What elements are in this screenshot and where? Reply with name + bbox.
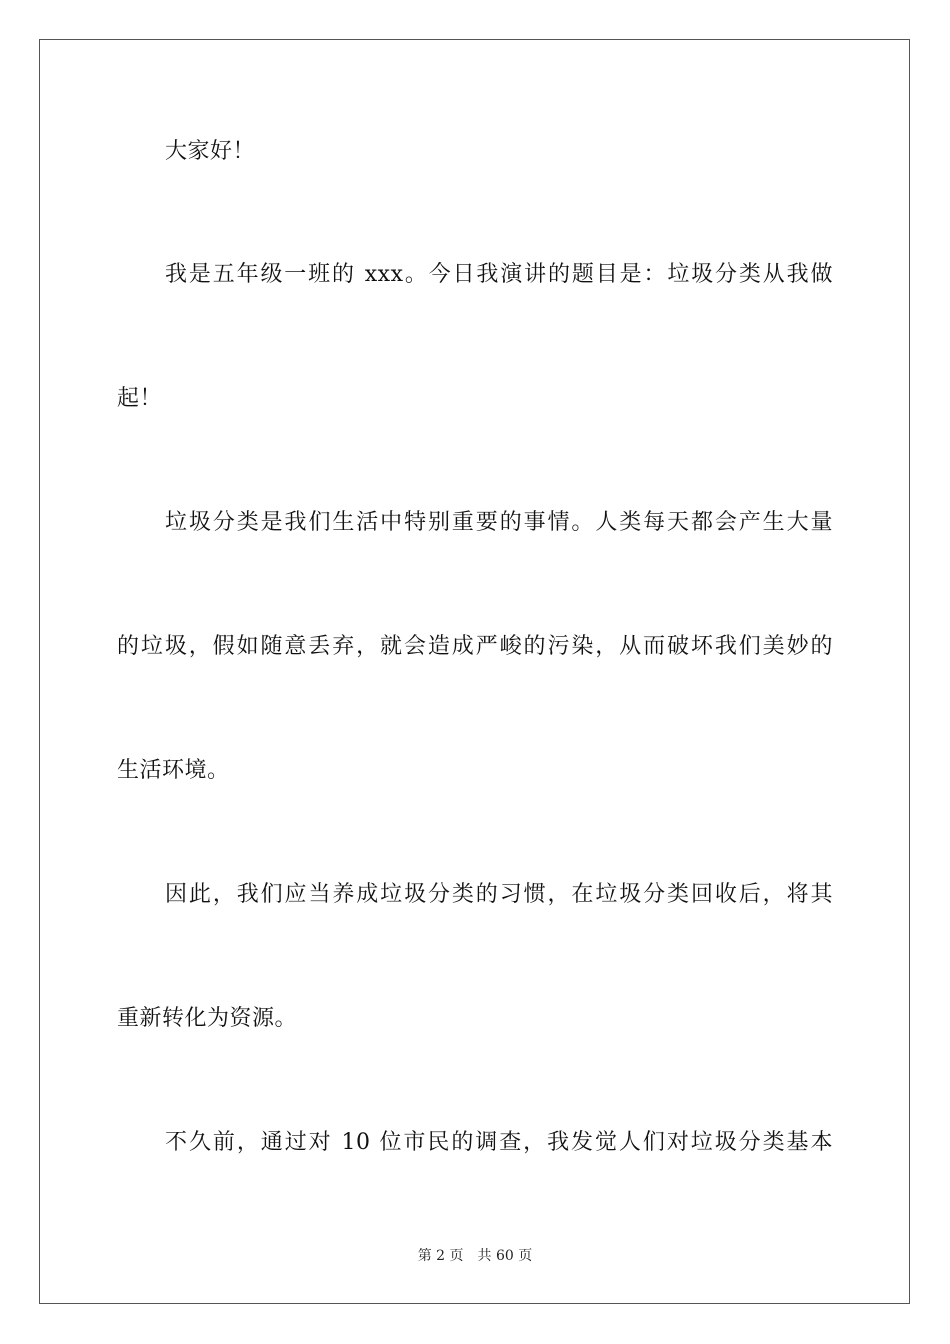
- text-line: 大家好！: [165, 139, 256, 164]
- text-line: 垃圾分类是我们生活中特别重要的事情。人类每天都会产生大量: [165, 510, 833, 535]
- page-number: 第 2 页: [417, 1248, 464, 1264]
- text-line: 因此，我们应当养成垃圾分类的习惯，在垃圾分类回收后，将其: [165, 882, 833, 907]
- text-line: 的垃圾，假如随意丢弃，就会造成严峻的污染，从而破坏我们美妙的: [117, 634, 833, 659]
- page-total: 共 60 页: [477, 1248, 533, 1264]
- text-line: 不久前，通过对 10 位市民的调查，我发觉人们对垃圾分类基本: [165, 1130, 833, 1155]
- text-line: 生活环境。: [117, 758, 230, 783]
- page-frame: [39, 39, 910, 1304]
- text-line: 我是五年级一班的 xxx。今日我演讲的题目是：垃圾分类从我做: [165, 262, 833, 287]
- text-line: 重新转化为资源。: [117, 1006, 298, 1031]
- text-line: 起！: [117, 386, 163, 411]
- page-footer: [0, 1247, 950, 1265]
